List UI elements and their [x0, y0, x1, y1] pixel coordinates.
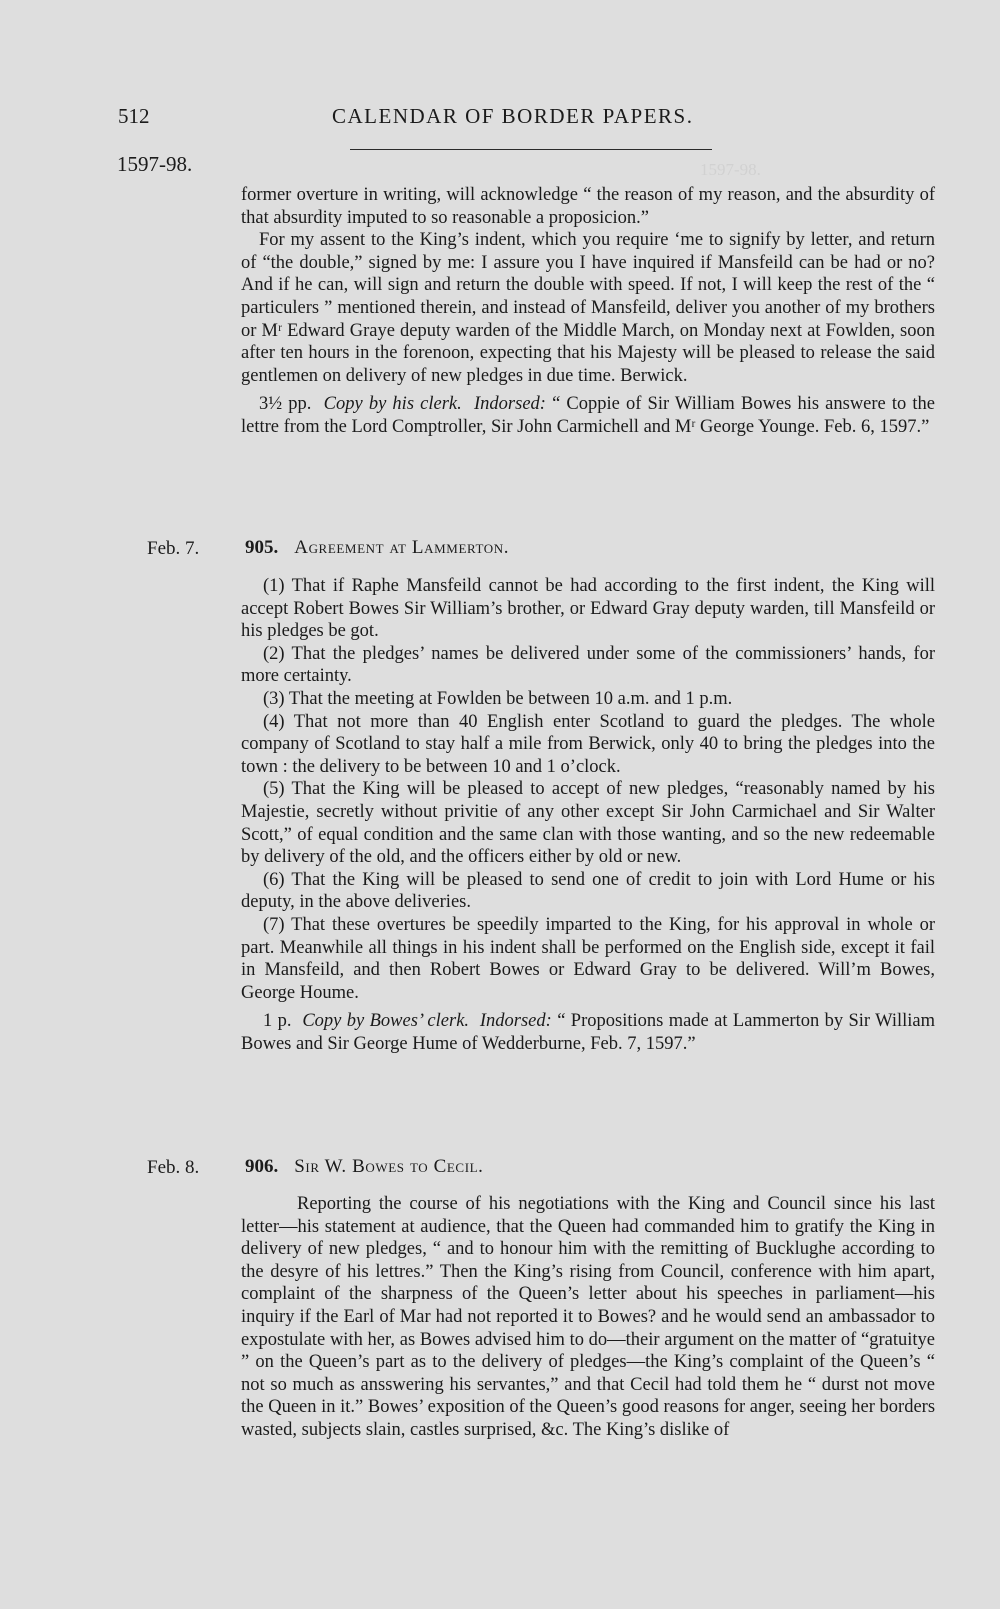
page-number: 512	[118, 104, 150, 128]
note-copy: Copy by Bowes’ clerk.	[302, 1011, 470, 1032]
note-size: 3½ pp.	[259, 394, 312, 415]
paragraph: Reporting the course of his negotiations with the King and Council since his last letter—his statement at audience, that the Queen had commanded him to gratify the King in delivery of new pledges, “ and to honour him with the remitting of Bucklughe according to the desyre of his lettres.” Then the King’s rising from Council, conference with him apart, complaint of the sharpness of the Queen’s letter about his speeches in parliament—his inquiry if the Earl of Mar had not reported it to Bowes? and he would send an ambassador to expostulate with her, as Bowes advised him to do—their argument on the matter of “gratuitye ” on the Queen’s part as to the delivery of pledges—the King’s complaint of the Queen’s “ not so much as ansswering his servantes,” and that Cecil had told them he “ durst not move the Queen in it.” Bowes’ exposition of the Queen’s good reasons for anger, seeing her borders wasted, subjects slain, castles surprised, &c. The King’s dislike of	[241, 1194, 936, 1440]
entry-number: 905.	[245, 537, 279, 558]
paragraph: former overture in writing, will acknowledge “ the reason of my reason, and the absurdity of that absurdity imputed to so reasonable a proposicion.”	[241, 185, 935, 228]
paragraph: (6) That the King will be pleased to send one of credit to join with Lord Hume or his deputy, in the above deliveries.	[241, 869, 935, 913]
note-text: “ Propositions made at Lammerton by Sir William Bowes and Sir George Hume of Wedderburne, Feb. 7, 1597.”	[241, 1011, 936, 1054]
note-indorsed: Indorsed:	[479, 1011, 552, 1032]
note-indorsed: Indorsed:	[474, 394, 546, 415]
entry-905-body	[241, 575, 935, 1055]
header-rule	[350, 149, 712, 150]
running-title: CALENDAR OF BORDER PAPERS.	[332, 104, 694, 128]
note-copy: Copy by his clerk.	[323, 394, 462, 415]
note-size: 1 p.	[263, 1011, 292, 1032]
entry-heading	[245, 537, 509, 559]
entry-number: 906.	[245, 1156, 279, 1177]
year-label: 1597-98.	[117, 152, 193, 176]
entry-date: Feb. 7.	[147, 538, 200, 559]
paragraph: For my assent to the King’s indent, which you require ‘me to signify by letter, and return of “the double,” signed by me: I assure you I have inquired if Mansfeild can be had or no? And if he can, will sign and return the double with speed. If not, I will keep the rest of the “ particulers ” mentioned therein, and instead of Mansfeild, deliver you another of my brothers or Mʳ Edward Graye deputy warden of the Middle March, on Monday next at Fowlden, soon after ten hours in the forenoon, expecting that his Majesty will be pleased to release the said gentlemen on delivery of new pledges in due time. Berwick.	[241, 230, 935, 386]
endorsement-note	[241, 393, 935, 438]
paragraph: (7) That these overtures be speedily imparted to the King, for his approval in whole or part. Meanwhile all things in his indent shall be performed on the English side, except it fail in Mansfeild, and then Robert Bowes or Edward Gray to be delivered. Will’m Bowes, George Houme.	[241, 914, 935, 1003]
paragraph: (4) That not more than 40 English enter Scotland to guard the pledges. The whole company of Scotland to stay half a mile from Berwick, only 40 to bring the pledges into the town : the delivery to be between 10 and 1 o’clock.	[241, 711, 935, 777]
entry-date: Feb. 8.	[147, 1157, 200, 1178]
note-text: “ Coppie of Sir William Bowes his answere to the lettre from the Lord Comptroller, Sir John Carmichell and Mʳ George Younge. Feb. 6, 1597.”	[241, 394, 936, 437]
paragraph: (5) That the King will be pleased to accept of new pledges, “reasonably named by his Majestie, secretly without privitie of any other except Sir John Carmichael and Sir Walter Scott,” of equal condition and the same clan with those wanting, and so the new redeemable by delivery of the old, and the officers either by old or new.	[241, 779, 935, 868]
endorsement-note	[241, 1010, 935, 1055]
entry-title: Sir W. Bowes to Cecil.	[294, 1156, 484, 1177]
paragraph: (3) That the meeting at Fowlden be between 10 a.m. and 1 p.m.	[263, 688, 733, 709]
entry-title: Agreement at Lammerton.	[294, 537, 510, 558]
paragraph: (2) That the pledges’ names be delivered under some of the commissioners’ hands, for more certainty.	[241, 643, 935, 687]
show-through-text: 1597-98.	[700, 160, 761, 179]
entry-heading	[245, 1156, 484, 1178]
entry-906-body	[241, 1193, 935, 1442]
paragraph: (1) That if Raphe Mansfeild cannot be had according to the first indent, the King will accept Robert Bowes Sir William’s brother, or Edward Gray deputy warden, till Mansfeild or his pledges be got.	[241, 576, 935, 642]
continuation-text	[241, 184, 935, 439]
